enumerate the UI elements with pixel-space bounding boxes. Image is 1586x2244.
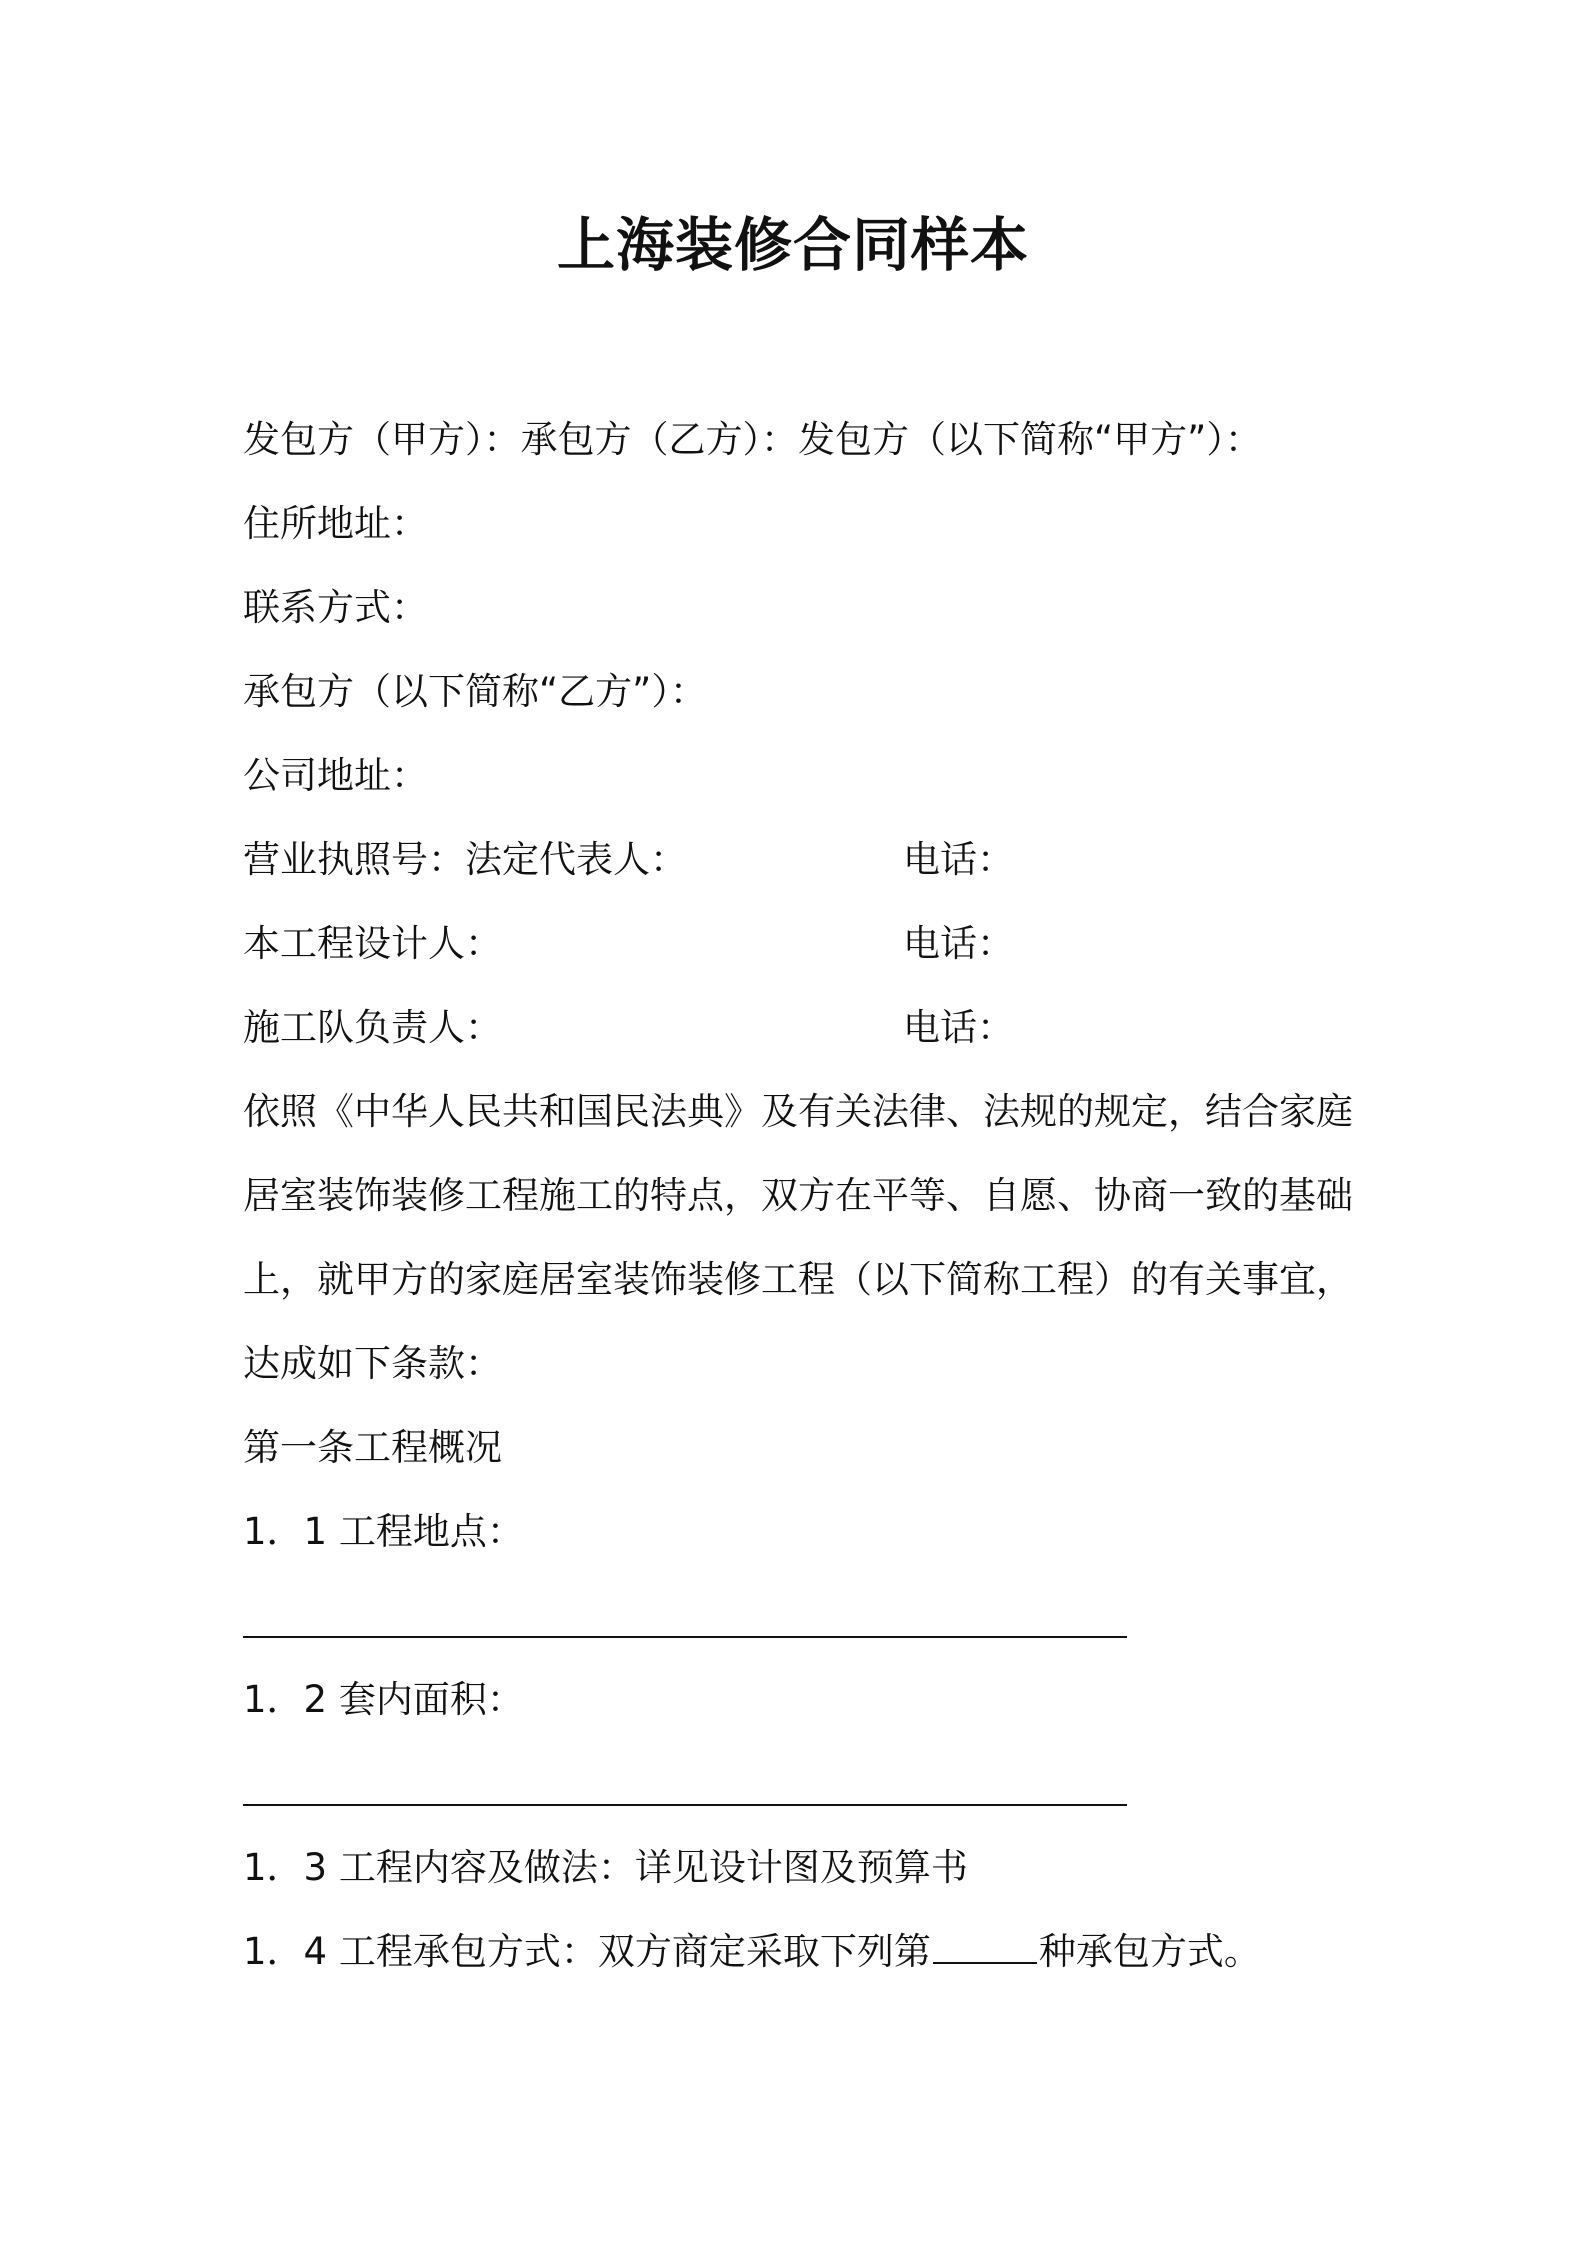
item-1-1-blank-line <box>243 1636 1127 1638</box>
item-1-4-line <box>243 1926 1261 1978</box>
item-1-2-blank-line <box>243 1804 1127 1806</box>
item-1-4-blank <box>933 1926 1037 1964</box>
item-1-4-text-after: 种承包方式。 <box>1038 1930 1261 1973</box>
phone-label-2: 电话： <box>903 922 1014 965</box>
residence-address-label: 住所地址： <box>243 502 428 545</box>
preamble-line-1: 依照《中华人民共和国民法典》及有关法律、法规的规定，结合家庭 <box>243 1090 1353 1133</box>
preamble-line-3: 上，就甲方的家庭居室装饰装修工程（以下简称工程）的有关事宜， <box>243 1258 1353 1301</box>
preamble-line-2: 居室装饰装修工程施工的特点，双方在平等、自愿、协商一致的基础 <box>243 1174 1353 1217</box>
team-leader-label: 施工队负责人： <box>243 1006 502 1049</box>
phone-label-1: 电话： <box>903 838 1014 881</box>
phone-label-3: 电话： <box>903 1006 1014 1049</box>
item-1-3-label: 1．3 工程内容及做法：详见设计图及预算书 <box>243 1846 968 1889</box>
item-1-1-label: 1．1 工程地点： <box>243 1510 524 1553</box>
article-1-heading: 第一条工程概况 <box>243 1426 502 1469</box>
item-1-2-label: 1．2 套内面积： <box>243 1678 524 1721</box>
designer-label: 本工程设计人： <box>243 922 502 965</box>
parties-line: 发包方（甲方）：承包方（乙方）：发包方（以下简称“甲方”）： <box>243 418 1262 461</box>
item-1-4-text-before: 1．4 工程承包方式：双方商定采取下列第 <box>243 1930 931 1973</box>
contractor-label: 承包方（以下简称“乙方”）： <box>243 670 707 713</box>
document-title: 上海装修合同样本 <box>556 211 1029 279</box>
preamble-line-4: 达成如下条款： <box>243 1342 502 1385</box>
license-legal-rep-label: 营业执照号：法定代表人： <box>243 838 687 881</box>
contact-label: 联系方式： <box>243 586 428 629</box>
company-address-label: 公司地址： <box>243 754 428 797</box>
